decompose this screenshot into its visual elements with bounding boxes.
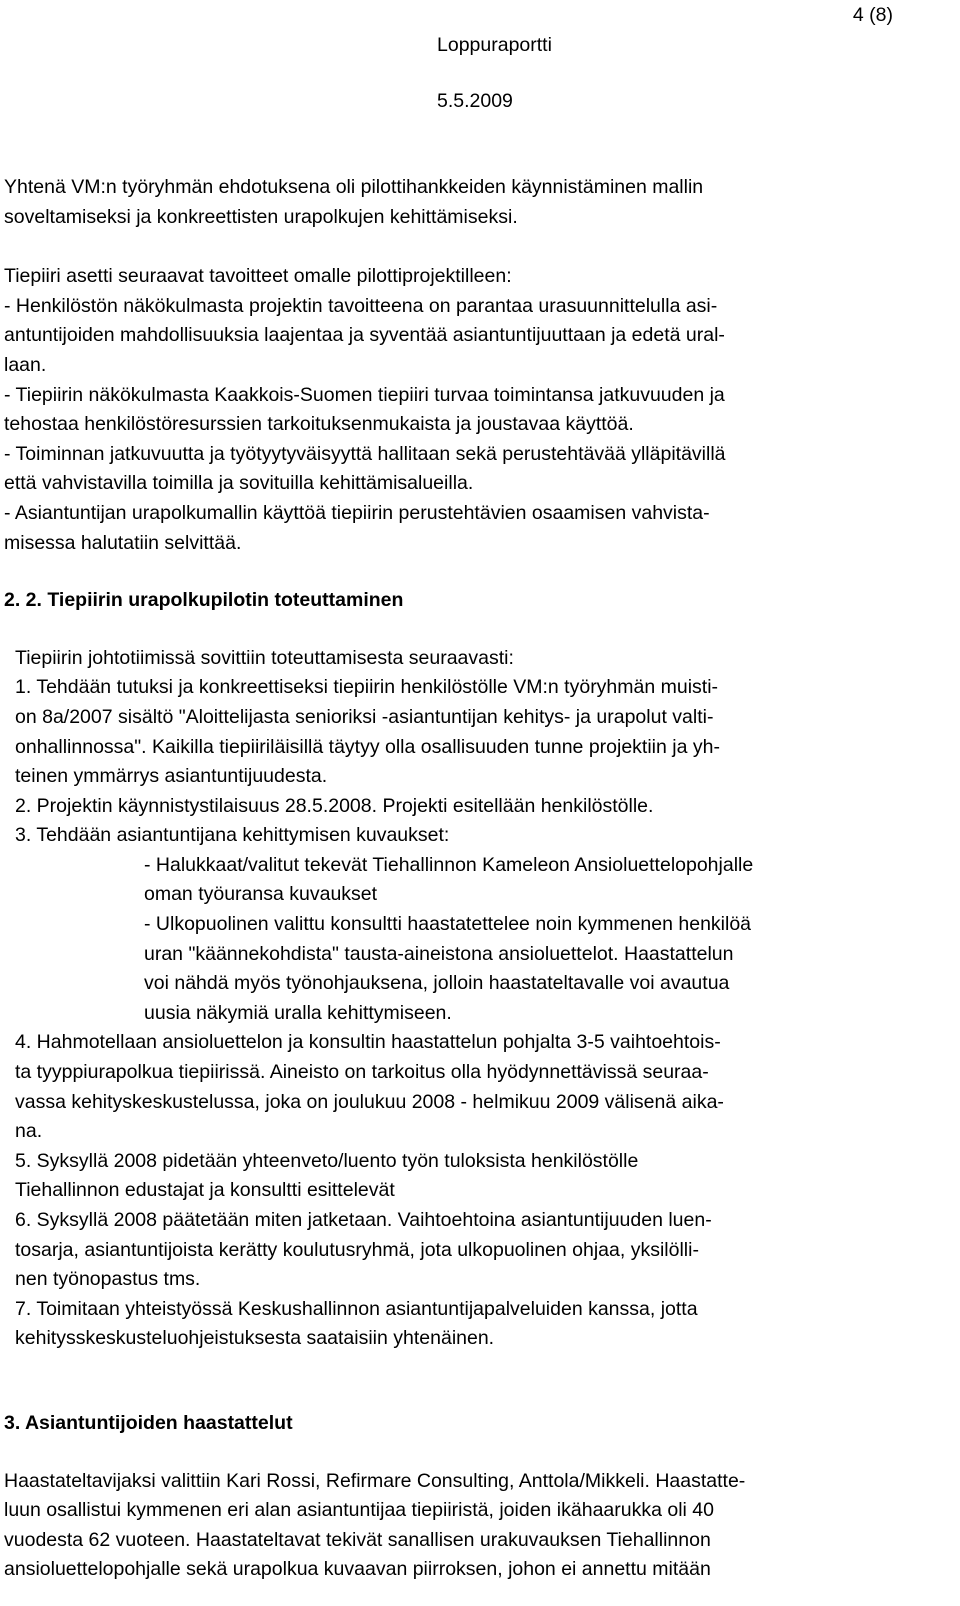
list-line: 5. Syksyllä 2008 pidetään yhteenveto/luento työn tuloksista henkilöstölle xyxy=(15,1149,639,1172)
list-line: - Ulkopuolinen valittu konsultti haastatettelee noin kymmenen henkilöä xyxy=(144,913,752,936)
list-line: Tiehallinnon edustajat ja konsultti esittelevät xyxy=(15,1179,395,1202)
intro-paragraph xyxy=(4,173,934,232)
section-2-heading: 2. 2. Tiepiirin urapolkupilotin toteuttaminen xyxy=(4,589,404,612)
report-date: 5.5.2009 xyxy=(437,90,513,112)
text-line: misessa halutatiin selvittää. xyxy=(4,531,242,554)
goals-list xyxy=(4,262,934,558)
list-line: uusia näkymiä uralla kehittymiseen. xyxy=(144,1001,452,1024)
text-line: Tiepiiri asetti seuraavat tavoitteet omalle pilottiprojektilleen: xyxy=(4,265,512,288)
list-line: voi nähdä myös työnohjauksena, jolloin haastateltavalle voi avautua xyxy=(144,972,730,995)
text-line: - Henkilöstön näkökulmasta projektin tavoitteena on parantaa urasuunnittelulla asi- xyxy=(4,294,718,317)
list-line: na. xyxy=(15,1120,43,1143)
text-line: vuodesta 62 vuoteen. Haastateltavat tekivät sanallisen urakuvauksen Tiehallinnon xyxy=(4,1528,711,1551)
text-line: - Asiantuntijan urapolkumallin käyttöä tiepiirin perustehtävien osaamisen vahvista- xyxy=(4,501,710,524)
list-line: oman työuransa kuvaukset xyxy=(144,883,378,906)
document-body xyxy=(4,173,934,1585)
text-line: soveltamiseksi ja konkreettisten urapolkujen kehittämiseksi. xyxy=(4,205,518,228)
list-line: onhallinnossa". Kaikilla tiepiiriläisillä täytyy olla osallisuuden tunne projektiin ja yh- xyxy=(15,735,720,758)
text-line: - Toiminnan jatkuvuutta ja työtyytyväisyyttä hallitaan sekä perustehtävää ylläpitävillä xyxy=(4,442,726,465)
text-line: luun osallistui kymmenen eri alan asiantuntijaa tiepiiristä, joiden ikähaarukka oli 40 xyxy=(4,1499,714,1522)
list-line: - Halukkaat/valitut tekevät Tiehallinnon Kameleon Ansioluettelopohjalle xyxy=(144,853,754,876)
text-line: - Tiepiirin näkökulmasta Kaakkois-Suomen tiepiiri turvaa toimintansa jatkuvuuden ja xyxy=(4,383,725,406)
list-line: kehitysskeskusteluohjeistuksesta saataisiin yhtenäinen. xyxy=(15,1327,495,1350)
list-line: 4. Hahmotellaan ansioluettelon ja konsultin haastattelun pohjalta 3-5 vaihtoehtois- xyxy=(15,1031,721,1054)
list-line: ta tyyppiurapolkua tiepiirissä. Aineisto on tarkoitus olla hyödynnettävissä seuraa- xyxy=(15,1061,709,1084)
text-line: Haastateltavijaksi valittiin Kari Rossi, Refirmare Consulting, Anttola/Mikkeli. Haastatte- xyxy=(4,1469,746,1492)
list-line: 2. Projektin käynnistystilaisuus 28.5.2008. Projekti esitellään henkilöstölle. xyxy=(15,794,654,817)
list-line: teinen ymmärrys asiantuntijuudesta. xyxy=(15,765,328,788)
list-line: 1. Tehdään tutuksi ja konkreettiseksi tiepiirin henkilöstölle VM:n työryhmän muisti- xyxy=(15,676,719,699)
list-line: 7. Toimitaan yhteistyössä Keskushallinnon asiantuntijapalveluiden kanssa, jotta xyxy=(15,1297,698,1320)
text-line: antuntijoiden mahdollisuuksia laajentaa ja syventää asiantuntijuuttaan ja edetä ural- xyxy=(4,324,725,347)
list-line: Tiepiirin johtotiimissä sovittiin toteuttamisesta seuraavasti: xyxy=(15,646,514,669)
section-2-body xyxy=(4,644,934,1354)
text-line: tehostaa henkilöstöresurssien tarkoituksenmukaista ja joustavaa käyttöä. xyxy=(4,413,634,436)
section-3-body xyxy=(4,1467,934,1585)
list-line: uran "käännekohdista" tausta-aineistona ansioluettelot. Haastattelun xyxy=(144,942,734,965)
section-3-heading: 3. Asiantuntijoiden haastattelut xyxy=(4,1411,293,1434)
list-line: on 8a/2007 sisältö "Aloittelijasta senioriksi -asiantuntijan kehitys- ja urapolut valti- xyxy=(15,705,714,728)
text-line: laan. xyxy=(4,353,47,376)
page-number: 4 (8) xyxy=(852,4,893,26)
list-line: vassa kehityskeskustelussa, joka on joulukuu 2008 - helmikuu 2009 välisenä aika- xyxy=(15,1090,724,1113)
text-line: Yhtenä VM:n työryhmän ehdotuksena oli pilottihankkeiden käynnistäminen mallin xyxy=(4,176,704,198)
text-line: että vahvistavilla toimilla ja sovituilla kehittämisalueilla. xyxy=(4,472,474,495)
list-line: 3. Tehdään asiantuntijana kehittymisen kuvaukset: xyxy=(15,824,450,847)
text-line: ansioluettelopohjalle sekä urapolkua kuvaavan piirroksen, johon ei annettu mitään xyxy=(4,1558,711,1581)
list-line: 6. Syksyllä 2008 päätetään miten jatketaan. Vaihtoehtoina asiantuntijuuden luen- xyxy=(15,1209,712,1231)
list-line: nen työnopastus tms. xyxy=(15,1268,201,1291)
report-title: Loppuraportti xyxy=(437,34,552,56)
list-line: tosarja, asiantuntijoista kerätty koulutusryhmä, jota ulkopuolinen ohjaa, yksilölli- xyxy=(15,1238,699,1261)
